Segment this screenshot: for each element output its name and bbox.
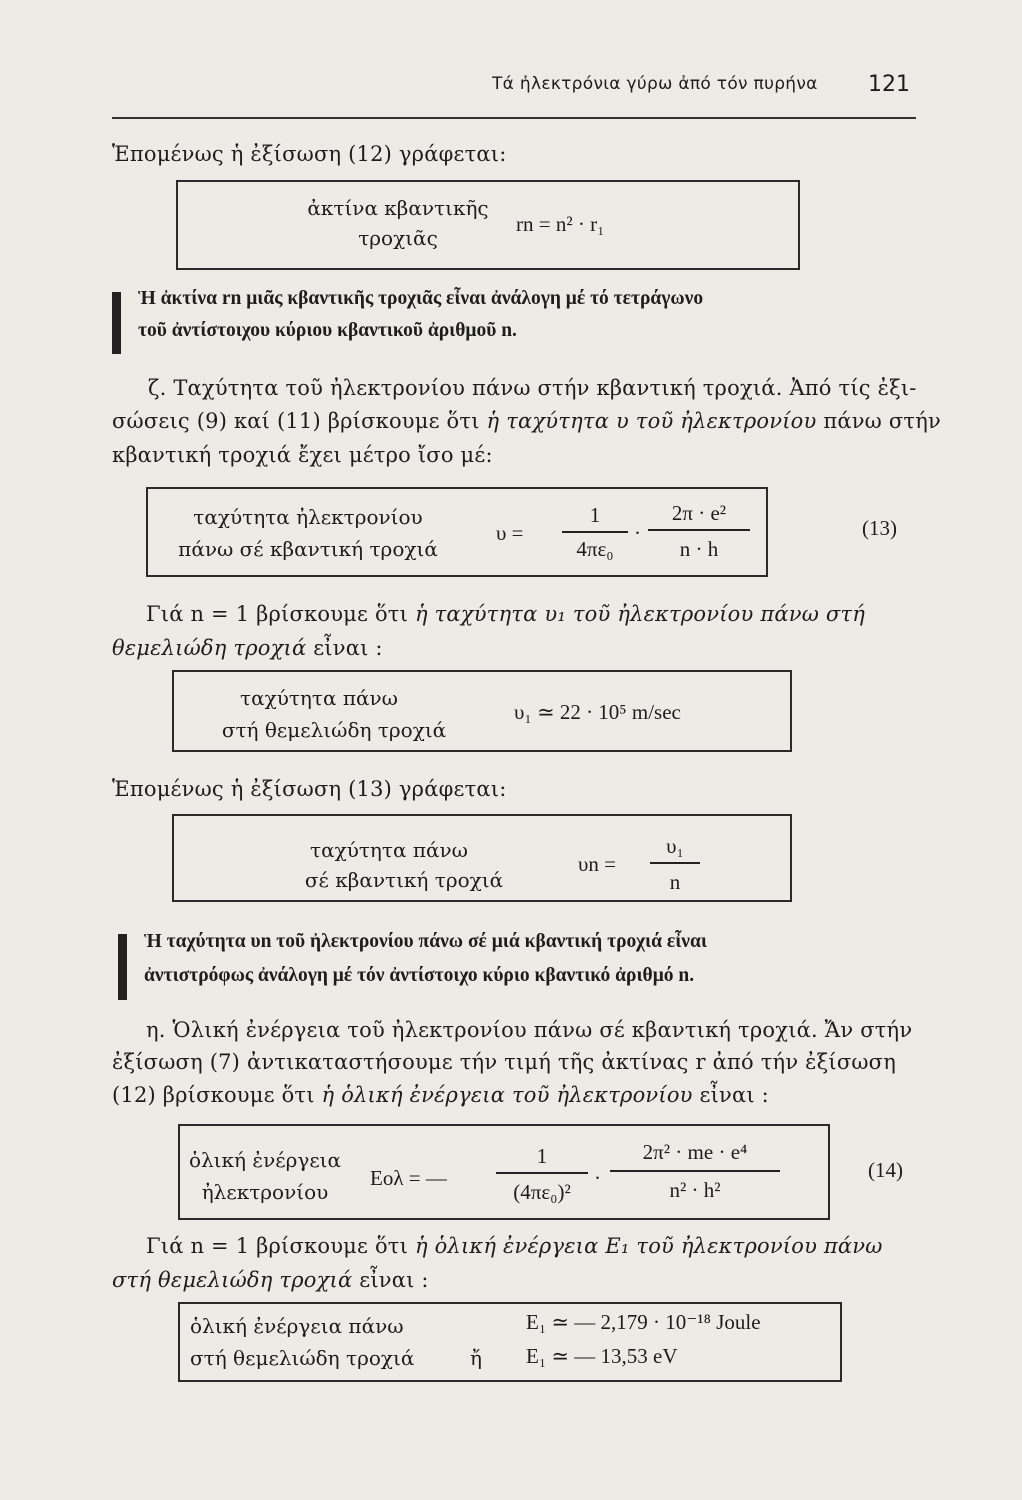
box-velocity-num-2: 2π · e² (671, 501, 727, 525)
box-quantum-velocity-label-1: ταχύτητα πάνω (310, 838, 468, 862)
box-ground-velocity-formula: υ₁ ≃ 22 · 10⁵ m/sec (514, 700, 681, 724)
fraction-bar (562, 531, 628, 533)
paragraph-n1-energy-line-2: στή θεμελιώδη τροχιά εἶναι : (112, 1268, 429, 1292)
box-ground-energy-ev: E₁ ≃ — 13,53 eV (526, 1344, 678, 1368)
section-h-heading: η. Ὁλική ἐνέργεια τοῦ ἠλεκτρονίου πάνω σέ κβαντική τροχιά. Ἄν στήν (146, 1018, 913, 1042)
box-ground-energy (178, 1302, 842, 1382)
note-marker-bar (112, 292, 121, 354)
section-z-line-2: σώσεις (9) καί (11) βρίσκουμε ὅτι ἡ ταχύτητα υ τοῦ ἠλεκτρονίου πάνω στήν (112, 409, 941, 433)
section-h-line-3: (12) βρίσκουμε ὅτι ἡ ὁλική ἐνέργεια τοῦ ἠλεκτρονίου εἶναι : (112, 1083, 769, 1107)
note-velocity-line-2: ἀντιστρόφως ἀνάλογη μέ τόν ἀντίστοιχο κύριο κβαντικό ἀριθμό n. (144, 965, 695, 986)
fraction-bar (648, 529, 750, 531)
section-z-heading: ζ. Ταχύτητα τοῦ ἠλεκτρονίου πάνω στήν κβαντική τροχιά. Ἀπό τίς ἐξι- (148, 376, 917, 400)
section-z-line-3: κβαντική τροχιά ἔχει μέτρο ἴσο μέ: (112, 443, 493, 467)
note-marker-bar (118, 934, 127, 1000)
box-velocity-label-2: πάνω σέ κβαντική τροχιά (178, 537, 438, 561)
box-radius (176, 180, 800, 270)
box-ground-energy-joule: E₁ ≃ — 2,179 · 10⁻¹⁸ Joule (526, 1310, 761, 1334)
paragraph-n1-energy-line-1: Γιά n = 1 βρίσκουμε ὅτι ἡ ὁλική ἐνέργεια E₁ τοῦ ἠλεκτρονίου πάνω (146, 1234, 883, 1258)
note-radius-line-2: τοῦ ἀντίστοιχου κύριου κβαντικοῦ ἀριθμοῦ n. (138, 320, 517, 341)
paragraph-intro-12: Ἑπομένως ἡ ἐξίσωση (12) γράφεται: (112, 142, 507, 166)
box-ground-velocity-label-2: στή θεμελιώδη τροχιά (221, 718, 447, 742)
box-total-energy-label-1: ὁλική ἐνέργεια (188, 1148, 342, 1172)
box-velocity-lhs: υ = (496, 521, 524, 545)
multiply-dot: · (594, 1166, 601, 1190)
box-velocity-label-1: ταχύτητα ἠλεκτρονίου (193, 505, 423, 529)
box-total-energy (178, 1124, 830, 1220)
fraction-bar (650, 862, 700, 864)
box-radius-formula: rn = n² · r₁ (516, 212, 605, 236)
equation-number-14: (14) (868, 1158, 903, 1182)
paragraph-n1-velocity-line-1: Γιά n = 1 βρίσκουμε ὅτι ἡ ταχύτητα υ₁ τοῦ ἠλεκτρονίου πάνω στή (146, 602, 866, 626)
box-total-energy-label-2: ἠλεκτρονίου (201, 1180, 329, 1204)
box-quantum-velocity-lhs: υn = (578, 852, 616, 876)
box-total-energy-den-1: (4πε₀)² (513, 1180, 571, 1204)
box-total-energy-num-1: 1 (536, 1144, 548, 1168)
fraction-bar (610, 1170, 780, 1172)
box-velocity (146, 487, 768, 577)
header-rule (112, 117, 916, 119)
box-ground-velocity-label-1: ταχύτητα πάνω (240, 686, 398, 710)
note-velocity-line-1: Ἡ ταχύτητα υn τοῦ ἠλεκτρονίου πάνω σέ μιά κβαντική τροχιά εἶναι (144, 931, 707, 952)
equation-number-13: (13) (862, 516, 897, 540)
box-velocity-den-1: 4πε₀ (576, 537, 614, 561)
box-total-energy-lhs: Eολ = — (370, 1166, 447, 1190)
box-quantum-velocity (172, 814, 792, 902)
fraction-bar (496, 1172, 588, 1174)
box-radius-label-1: ἀκτίνα κβαντικῆς (307, 196, 489, 220)
box-total-energy-den-2: n² · h² (669, 1178, 721, 1202)
box-quantum-velocity-num: υ₁ (666, 834, 684, 858)
box-radius-label-2: τροχιᾶς (358, 226, 438, 250)
note-radius-line-1: Ἡ ἀκτίνα rn μιᾶς κβαντικῆς τροχιᾶς εἶναι ἀνάλογη μέ τό τετράγωνο (138, 288, 704, 309)
paragraph-n1-velocity-line-2: θεμελιώδη τροχιά εἶναι : (112, 636, 383, 660)
running-header: Τά ἠλεκτρόνια γύρω ἀπό τόν πυρήνα (492, 74, 818, 94)
box-ground-velocity (172, 670, 792, 752)
page-number: 121 (868, 72, 910, 97)
box-ground-energy-label-2: στή θεμελιώδη τροχιά (190, 1346, 415, 1370)
box-ground-energy-label-1: ὁλική ἐνέργεια πάνω (190, 1314, 404, 1338)
box-velocity-num-1: 1 (589, 503, 601, 527)
box-velocity-den-2: n · h (679, 537, 719, 561)
multiply-dot: · (634, 521, 641, 545)
section-h-line-2: ἐξίσωση (7) ἀντικαταστήσουμε τήν τιμή τῆς ἀκτίνας r ἀπό τήν ἐξίσωση (112, 1050, 897, 1074)
box-quantum-velocity-label-2: σέ κβαντική τροχιά (304, 868, 504, 892)
paragraph-intro-13: Ἑπομένως ἡ ἐξίσωση (13) γράφεται: (112, 777, 507, 801)
box-total-energy-num-2: 2π² · me · e⁴ (642, 1140, 748, 1164)
box-quantum-velocity-den: n (669, 870, 681, 894)
box-ground-energy-or: ἤ (470, 1346, 482, 1370)
